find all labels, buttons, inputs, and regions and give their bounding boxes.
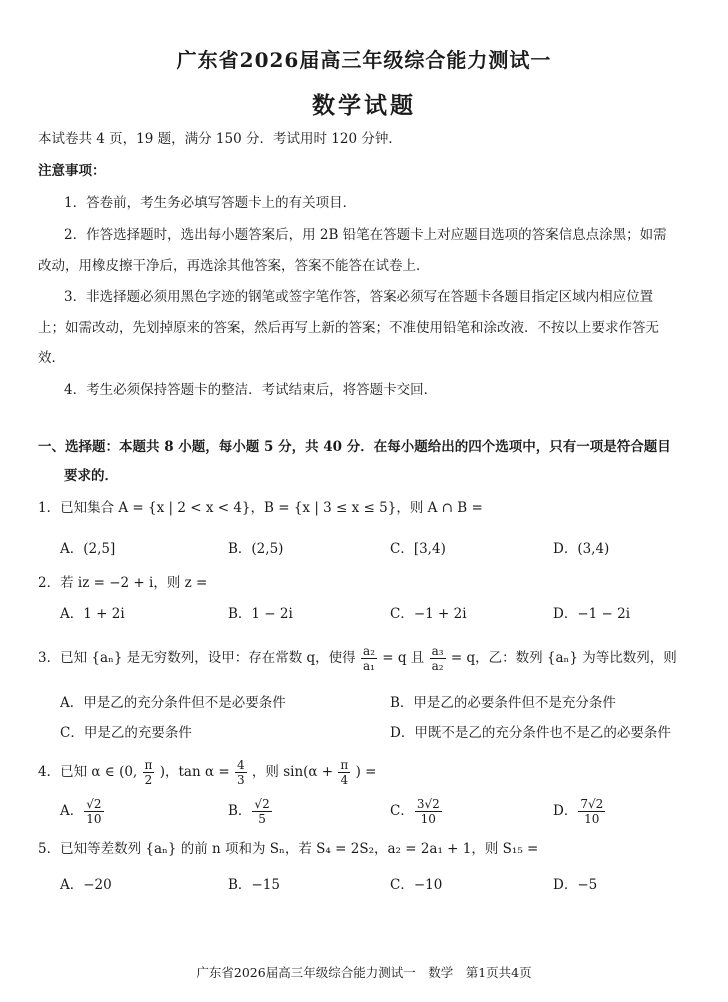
question-3-option-a: A．甲是乙的充分条件但不是必要条件	[60, 695, 286, 711]
notice-item: 效．	[38, 350, 65, 366]
question-3-option-d: D．甲既不是乙的充分条件也不是乙的必要条件	[390, 725, 671, 741]
question-5-option-a: A．−20	[60, 877, 112, 893]
question-3-stem-part: 3．已知 {aₙ} 是无穷数列，设甲：存在常数 q，使得	[38, 650, 356, 666]
notice-item: 2．作答选择题时，选出每小题答案后，用 2B 铅笔在答题卡上对应题目选项的答案信息点涂黑；如需	[64, 227, 667, 243]
option-fraction	[84, 797, 103, 826]
fraction-denominator: 10	[86, 812, 102, 826]
fraction-denominator: a₁	[362, 659, 375, 673]
question-3-option-b: B．甲是乙的必要条件但不是充分条件	[390, 695, 616, 711]
question-4-stem-part: 4．已知 α ∈ (0,	[38, 764, 138, 780]
ratio-fraction	[430, 644, 446, 673]
fraction-numerator: a₂	[362, 644, 375, 658]
question-4-stem-part: )，tan α =	[159, 764, 230, 780]
fraction-denominator: 2	[144, 773, 153, 787]
question-5-stem: 5．已知等差数列 {aₙ} 的前 n 项和为 Sₙ，若 S₄ = 2S₂，a₂ = 2a₁ + 1，则 S₁₅ =	[38, 841, 539, 857]
question-1-stem: 1．已知集合 A = {x | 2 < x < 4}，B = {x | 3 ≤ x ≤ 5}，则 A ∩ B =	[38, 500, 483, 516]
option-label: C．	[390, 803, 414, 819]
question-4-option-b	[228, 797, 273, 826]
fraction-numerator: √2	[254, 797, 270, 811]
question-3-stem	[38, 644, 677, 673]
fraction-denominator: a₂	[431, 659, 444, 673]
fraction-numerator: √2	[86, 797, 102, 811]
notice-item: 4．考生必须保持答题卡的整洁．考试结束后，将答题卡交回．	[64, 382, 438, 398]
fraction-denominator: 10	[584, 812, 600, 826]
fraction-denominator: 10	[420, 812, 436, 826]
fraction-denominator: 4	[340, 773, 349, 787]
question-1-option-d: D．(3,4)	[553, 541, 610, 557]
fraction-numerator: 7√2	[580, 797, 604, 811]
exam-title: 广东省2026届高三年级综合能力测试一	[176, 48, 552, 72]
fraction-numerator: a₃	[431, 644, 444, 658]
question-5-option-b: B．−15	[228, 877, 280, 893]
question-3-stem-part: = q 且	[382, 650, 425, 666]
question-1-option-b: B．(2,5)	[228, 541, 284, 557]
pi-fraction	[143, 758, 155, 787]
question-4-option-d	[553, 797, 606, 826]
notice-item: 改动，用橡皮擦干净后，再选涂其他答案，答案不能答在试卷上．	[38, 258, 430, 274]
question-4-stem	[38, 758, 376, 787]
ratio-fraction	[361, 644, 377, 673]
question-5-option-c: C．−10	[390, 877, 443, 893]
pi-fraction	[338, 758, 350, 787]
option-fraction	[252, 797, 271, 826]
question-2-option-a: A．1 + 2i	[60, 606, 125, 622]
question-2-option-d: D．−1 − 2i	[553, 606, 631, 622]
notice-item: 3．非选择题必须用黑色字迹的钢笔或签字笔作答，答案必须写在答题卡各题目指定区域内相应位置	[64, 289, 654, 305]
question-2-stem: 2．若 iz = −2 + i，则 z =	[38, 575, 208, 591]
question-1-option-a: A．(2,5]	[60, 541, 116, 557]
tan-fraction	[235, 758, 247, 787]
notice-heading: 注意事项：	[38, 163, 106, 179]
question-4-option-c	[390, 797, 443, 826]
option-label: A．	[60, 803, 84, 819]
fraction-denominator: 5	[258, 812, 266, 826]
question-4-option-a	[60, 797, 105, 826]
notice-item: 上；如需改动，先划掉原来的答案，然后再写上新的答案；不准使用铅笔和涂改液．不按以上要求作答无	[38, 320, 659, 336]
option-label: D．	[553, 803, 578, 819]
question-3-stem-part: = q，乙：数列 {aₙ} 为等比数列，则	[450, 650, 677, 666]
option-fraction	[578, 797, 605, 826]
exam-intro: 本试卷共 4 页，19 题，满分 150 分．考试用时 120 分钟．	[38, 131, 402, 147]
fraction-numerator: 3√2	[416, 797, 440, 811]
question-2-option-c: C．−1 + 2i	[390, 606, 467, 622]
section-heading-cont: 要求的．	[64, 468, 118, 484]
question-4-stem-part: ) =	[355, 764, 377, 780]
notice-item: 1．答卷前，考生务必填写答题卡上的有关项目．	[64, 195, 357, 211]
option-label: B．	[228, 803, 252, 819]
question-3-option-c: C．甲是乙的充要条件	[60, 725, 192, 741]
section-heading: 一、选择题：本题共 8 小题，每小题 5 分，共 40 分．在每小题给出的四个选项中，只有一项是符合题目	[38, 439, 671, 455]
fraction-numerator: 4	[236, 758, 245, 772]
fraction-numerator: π	[144, 758, 153, 772]
page-footer: 广东省2026届高三年级综合能力测试一 数学 第1页共4页	[196, 965, 532, 980]
question-5-option-d: D．−5	[553, 877, 598, 893]
fraction-denominator: 3	[236, 773, 245, 787]
subject-title: 数学试题	[312, 92, 416, 119]
fraction-numerator: π	[340, 758, 349, 772]
question-1-option-c: C．[3,4)	[390, 541, 446, 557]
question-4-stem-part: ，则 sin(α +	[251, 764, 334, 780]
option-fraction	[415, 797, 442, 826]
question-2-option-b: B．1 − 2i	[228, 606, 293, 622]
